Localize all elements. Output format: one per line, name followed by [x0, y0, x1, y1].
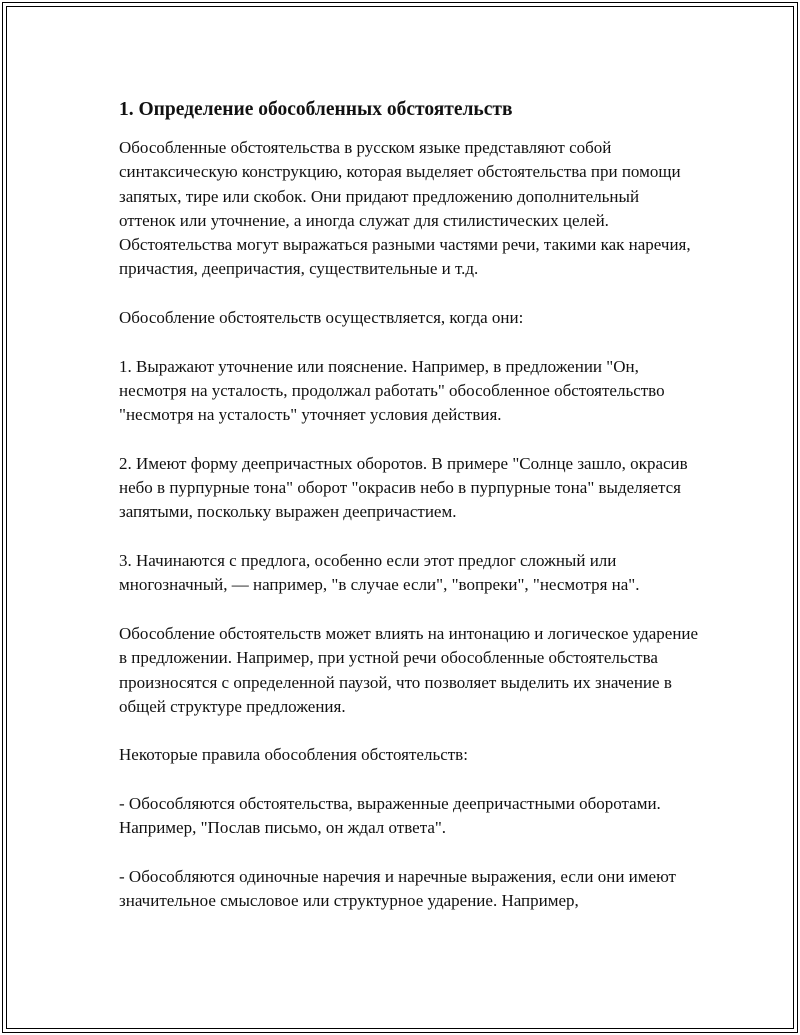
section-heading: 1. Определение обособленных обстоятельств	[119, 99, 513, 120]
rule-item: - Обособляются обстоятельства, выраженные деепричастными оборотами. Например, "Послав письмо, он ждал ответа".	[119, 794, 661, 838]
paragraph: Обособление обстоятельств может влиять на интонацию и логическое ударение в предложении. Например, при устной речи обособленные обстоятельства произносятся с определенной паузой, что позволяет выделить их значение в общей структуре предложения.	[119, 623, 699, 716]
paragraph: Некоторые правила обособления обстоятельств:	[119, 745, 468, 765]
document-page	[2, 2, 798, 1033]
rule-item: - Обособляются одиночные наречия и наречные выражения, если они имеют значительное смысловое или структурное ударение. Например,	[119, 866, 676, 911]
list-item: 2. Имеют форму деепричастных оборотов. В примере "Солнце зашло, окрасив небо в пурпурные тона" оборот "окрасив небо в пурпурные тона" выделяется запятыми, поскольку выражен деепричастием.	[119, 453, 688, 522]
list-item: 3. Начинаются с предлога, особенно если этот предлог сложный или многозначный, — например, "в случае если", "вопреки", "несмотря на".	[119, 551, 640, 595]
paragraph: Обособленные обстоятельства в русском языке представляют собой синтаксическую конструкцию, которая выделяет обстоятельства при помощи запятых, тире или скобок. Они придают предложению дополнительный оттенок или уточнение, а иногда служат для стилистических целей. Обстоятельства могут выражаться разными частями речи, такими как наречия, причастия, деепричастия, существительные и т.д.	[119, 138, 691, 279]
paragraph: Обособление обстоятельств осуществляется, когда они:	[119, 308, 524, 328]
document-body	[119, 97, 699, 914]
list-item: 1. Выражают уточнение или пояснение. Например, в предложении "Он, несмотря на усталость, продолжал работать" обособленное обстоятельство "несмотря на усталость" уточняет условия действия.	[119, 356, 665, 425]
